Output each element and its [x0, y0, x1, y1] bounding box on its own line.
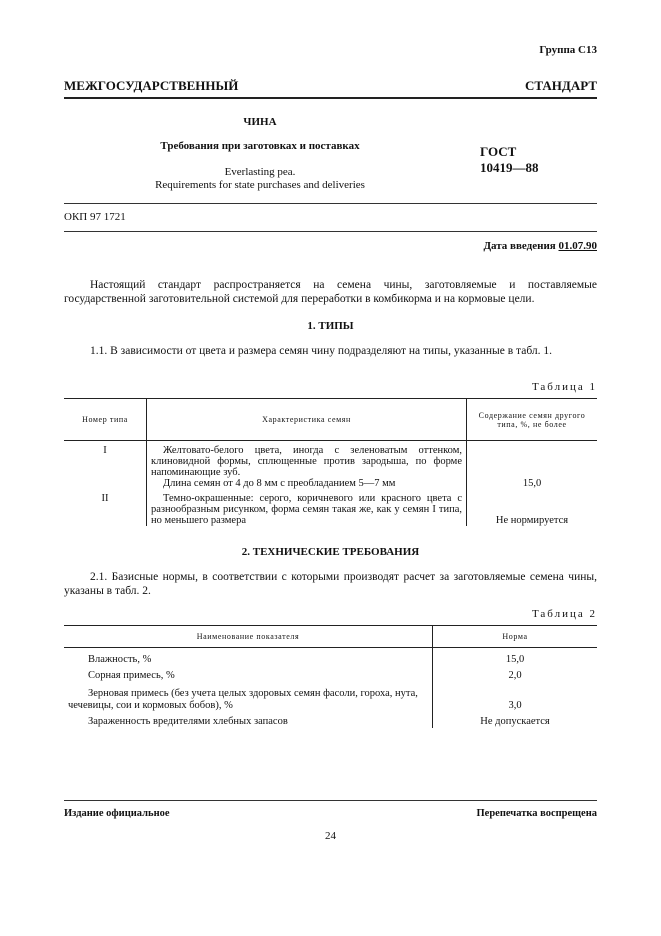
table-1-desc-i-length: Длина семян от 4 до 8 мм с преобладанием 5—7 мм — [163, 478, 396, 489]
table-row — [64, 654, 597, 666]
table-1-header-characteristic: Характеристика семян — [147, 399, 467, 441]
table-row — [64, 712, 597, 728]
table-1-value-i: 15,0 — [467, 441, 598, 490]
english-title: Everlasting pea. — [224, 166, 296, 178]
document-subtitle: Требования при заготовках и поставках — [160, 140, 360, 152]
table-2-name-pests: Зараженность вредителями хлебных запасов — [88, 716, 288, 727]
table-1-desc-i-text: Желтовато-белого цвета, иногда с зеленоватым оттенком, клиновидной формы, сплющенные против зародыша, по форме напоминающие зуб. — [151, 445, 462, 478]
table-1 — [64, 398, 597, 526]
table-1-header-type: Номер типа — [64, 399, 147, 441]
effective-date-value: 01.07.90 — [558, 240, 597, 252]
table-2-value-grain: 3,0 — [433, 682, 598, 712]
table-2-header-name: Наименование показателя — [64, 626, 433, 648]
table-2-value-weed: 2,0 — [433, 666, 598, 682]
table-2 — [64, 625, 597, 728]
table-2-name-grain: Зерновая примесь (без учета целых здоровых семян фасоли, гороха, нута, чечевицы, сои и кормовых бобов), % — [68, 688, 418, 711]
footer-rule — [64, 800, 597, 801]
top-rule — [64, 97, 597, 99]
page-number: 24 — [325, 830, 336, 842]
effective-date — [483, 240, 597, 252]
gost-label: ГОСТ — [480, 144, 517, 159]
table-1-label: Таблица 1 — [531, 381, 597, 393]
header-rule — [64, 203, 597, 204]
official-edition: Издание официальное — [64, 808, 170, 819]
effective-date-label: Дата введения — [483, 240, 556, 252]
group-code: Группа С13 — [539, 44, 597, 56]
gost-designation — [456, 144, 598, 176]
reprint-prohibited: Перепечатка воспрещена — [476, 808, 597, 819]
table-2-label: Таблица 2 — [531, 608, 597, 620]
okp-rule — [64, 231, 597, 232]
intro-paragraph: Настоящий стандарт распространяется на семена чины, заготовляемые и поставляемые государственной заготовительной системой для переработки в комбикорма и на кормовые цели. — [64, 279, 597, 305]
table-row — [64, 441, 597, 490]
table-row — [64, 666, 597, 682]
table-1-type-ii: II — [101, 493, 109, 504]
table-2-name-weed: Сорная примесь, % — [88, 670, 175, 681]
document-title: ЧИНА — [243, 116, 277, 128]
okp-code: ОКП 97 1721 — [64, 211, 126, 223]
table-2-name-moisture: Влажность, % — [88, 654, 152, 665]
table-1-type-i: I — [103, 445, 107, 456]
english-subtitle: Requirements for state purchases and deliveries — [155, 179, 365, 191]
table-1-header-content: Содержание семян другого типа, %, не более — [467, 399, 598, 441]
table-2-header-norm: Норма — [433, 626, 598, 648]
table-row — [64, 489, 597, 526]
table-row — [64, 682, 597, 712]
section-2-paragraph: 2.1. Базисные нормы, в соответствии с которыми производят расчет за заготовляемые семена чины, указаны в табл. 2. — [64, 571, 597, 597]
table-2-value-pests: Не допускается — [433, 712, 598, 728]
table-2-value-moisture: 15,0 — [433, 654, 598, 666]
table-1-desc-ii: Темно-окрашенные: серого, коричневого или красного цвета с разнообразным рисунком, форма семян такая же, как у семян I типа, но меньшего размера — [147, 489, 467, 526]
section-1-heading: 1. ТИПЫ — [307, 320, 354, 332]
table-1-value-ii: Не нормируется — [467, 489, 598, 526]
section-2-heading: 2. ТЕХНИЧЕСКИЕ ТРЕБОВАНИЯ — [241, 546, 420, 558]
table-1-desc-i — [147, 441, 467, 490]
gost-number: 10419—88 — [480, 160, 539, 175]
section-1-paragraph: 1.1. В зависимости от цвета и размера семян чину подразделяют на типы, указанные в табл. 1. — [90, 345, 552, 357]
interstate-standard-banner: МЕЖГОСУДАРСТВЕННЫЙ СТАНДАРТ — [64, 78, 597, 93]
